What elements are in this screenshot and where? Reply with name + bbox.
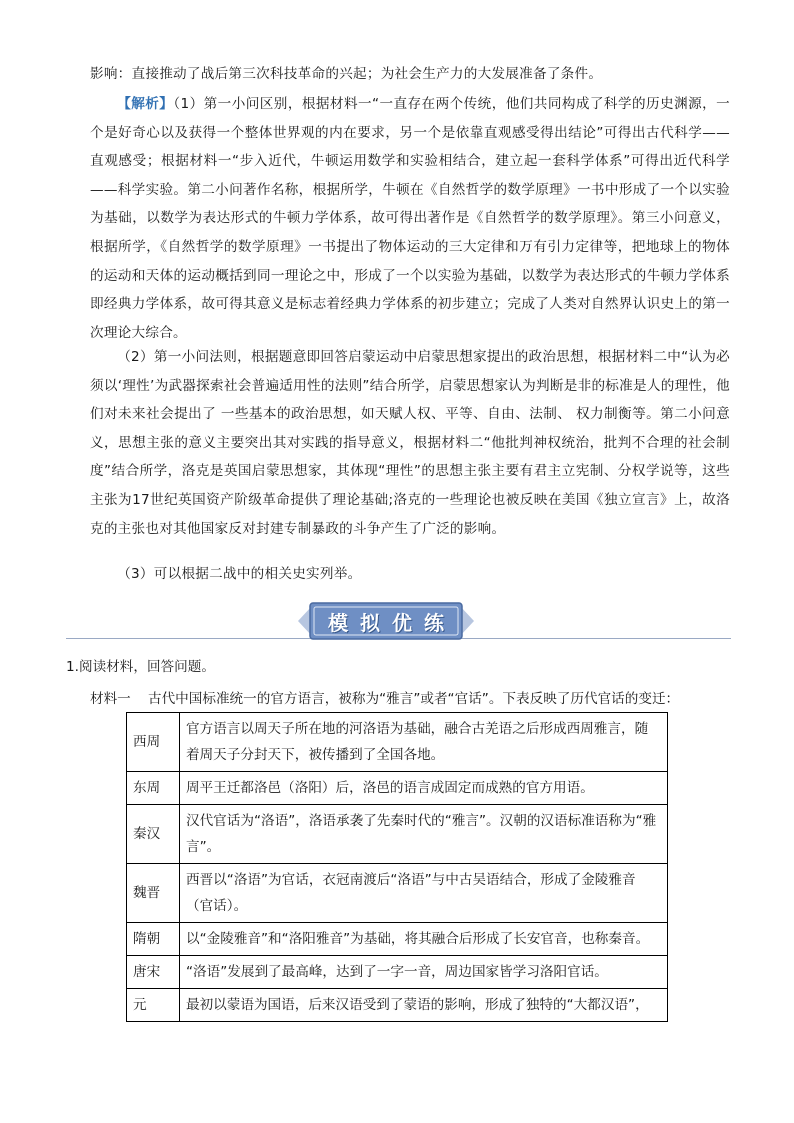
table-row bbox=[127, 713, 668, 772]
description-cell: 以“金陵雅音”和“洛阳雅音”为基础，将其融合后形成了长安官音，也称秦音。 bbox=[180, 923, 668, 956]
table-row bbox=[127, 956, 668, 989]
question-title: 1.阅读材料，回答问题。 bbox=[66, 659, 215, 675]
era-cell: 秦汉 bbox=[127, 805, 180, 864]
banner-title: 模拟优练 bbox=[328, 610, 456, 635]
era-cell: 西周 bbox=[127, 713, 180, 772]
analysis-paragraph-2 bbox=[90, 343, 730, 543]
table-row bbox=[127, 989, 668, 1022]
analysis-p3-text: （3）可以根据二战中的相关史实列举。 bbox=[117, 566, 362, 582]
description-cell: 官方语言以周天子所在地的河洛语为基础，融合古羌语之后形成西周雅言，随着周天子分封天下，被传播到了全国各地。 bbox=[180, 713, 668, 772]
analysis-p2-text: （2）第一小问法则，根据题意即回答启蒙运动中启蒙思想家提出的政治思想，根据材料二中“认为必须以‘理性’为武器探索社会普遍适用性的法则”结合所学，启蒙思想家认为判断是非的标准是人的理性，他们对未来社会提出了 一些基本的政治思想，如天赋人权、平等、自由、法制、 权力制衡等。第二小问意义，思想主张的意义主要突出其对实践的指导意义，根据材料二“他批判神权统治，批判不合理的社会制度”结合所学，洛克是英国启蒙思想家，其体现“理性”的思想主张主要有君主立宪制、分权学说等，这些主张为17世纪英国资产阶级革命提供了理论基础;洛克的一些理论也被反映在美国《独立宣言》上，故洛克的主张也对其他国家反对封建专制暴政的斗争产生了广泛的影响。 bbox=[90, 349, 730, 537]
description-cell: 汉代官话为“洛语”，洛语承袭了先秦时代的“雅言”。汉朝的汉语标准语称为“雅言”。 bbox=[180, 805, 668, 864]
description-cell: 西晋以“洛语”为官话，衣冠南渡后“洛语”与中古吴语结合，形成了金陵雅音（官话）。 bbox=[180, 864, 668, 923]
analysis-p1-text: （1）第一小问区别，根据材料一“一直存在两个传统，他们共同构成了科学的历史渊源，一个是好奇心以及获得一个整体世界观的内在要求，另一个是依靠直观感受得出结论”可得出古代科学——直观感受；根据材料一“步入近代，牛顿运用数学和实验相结合，建立起一套科学体系”可得出近代科学——科学实验。第二小问著作名称，根据所学，牛顿在《自然哲学的数学原理》一书中形成了一个以实验为基础，以数学为表达形式的牛顿力学体系，故可得出著作是《自然哲学的数学原理》。第三小问意义，根据所学，《自然哲学的数学原理》一书提出了物体运动的三大定律和万有引力定律等，把地球上的物体的运动和天体的运动概括到同一理论之中，形成了一个以实验为基础，以数学为表达形式的牛顿力学体系即经典力学体系，故可得其意义是标志着经典力学体系的初步建立；完成了人类对自然界认识史上的第一次理论大综合。 bbox=[90, 96, 731, 341]
table-row bbox=[127, 864, 668, 923]
table-row bbox=[127, 805, 668, 864]
era-cell: 魏晋 bbox=[127, 864, 180, 923]
analysis-paragraph-3 bbox=[90, 560, 730, 589]
material-label: 材料一 bbox=[90, 691, 131, 707]
section-banner bbox=[298, 600, 474, 642]
analysis-tag: 【解析】 bbox=[117, 96, 174, 112]
table-row bbox=[127, 923, 668, 956]
table-row bbox=[127, 772, 668, 805]
era-cell: 隋朝 bbox=[127, 923, 180, 956]
description-cell: 周平王迁都洛邑（洛阳）后，洛邑的语言成固定而成熟的官方用语。 bbox=[180, 772, 668, 805]
analysis-paragraph-1 bbox=[90, 90, 730, 347]
material-intro: 古代中国标准统一的官方语言，被称为“雅言”或者“官话”。下表反映了历代官话的变迁： bbox=[148, 691, 680, 707]
description-cell: 最初以蒙语为国语，后来汉语受到了蒙语的影响，形成了独特的“大都汉语”， bbox=[180, 989, 668, 1022]
era-cell: 元 bbox=[127, 989, 180, 1022]
dynasty-language-table bbox=[126, 712, 668, 1022]
description-cell: “洛语”发展到了最高峰，达到了一字一音，周边国家皆学习洛阳官话。 bbox=[180, 956, 668, 989]
impact-paragraph bbox=[90, 60, 730, 89]
era-cell: 东周 bbox=[127, 772, 180, 805]
impact-text: 影响：直接推动了战后第三次科技革命的兴起；为社会生产力的大发展准备了条件。 bbox=[90, 66, 603, 82]
era-cell: 唐宋 bbox=[127, 956, 180, 989]
